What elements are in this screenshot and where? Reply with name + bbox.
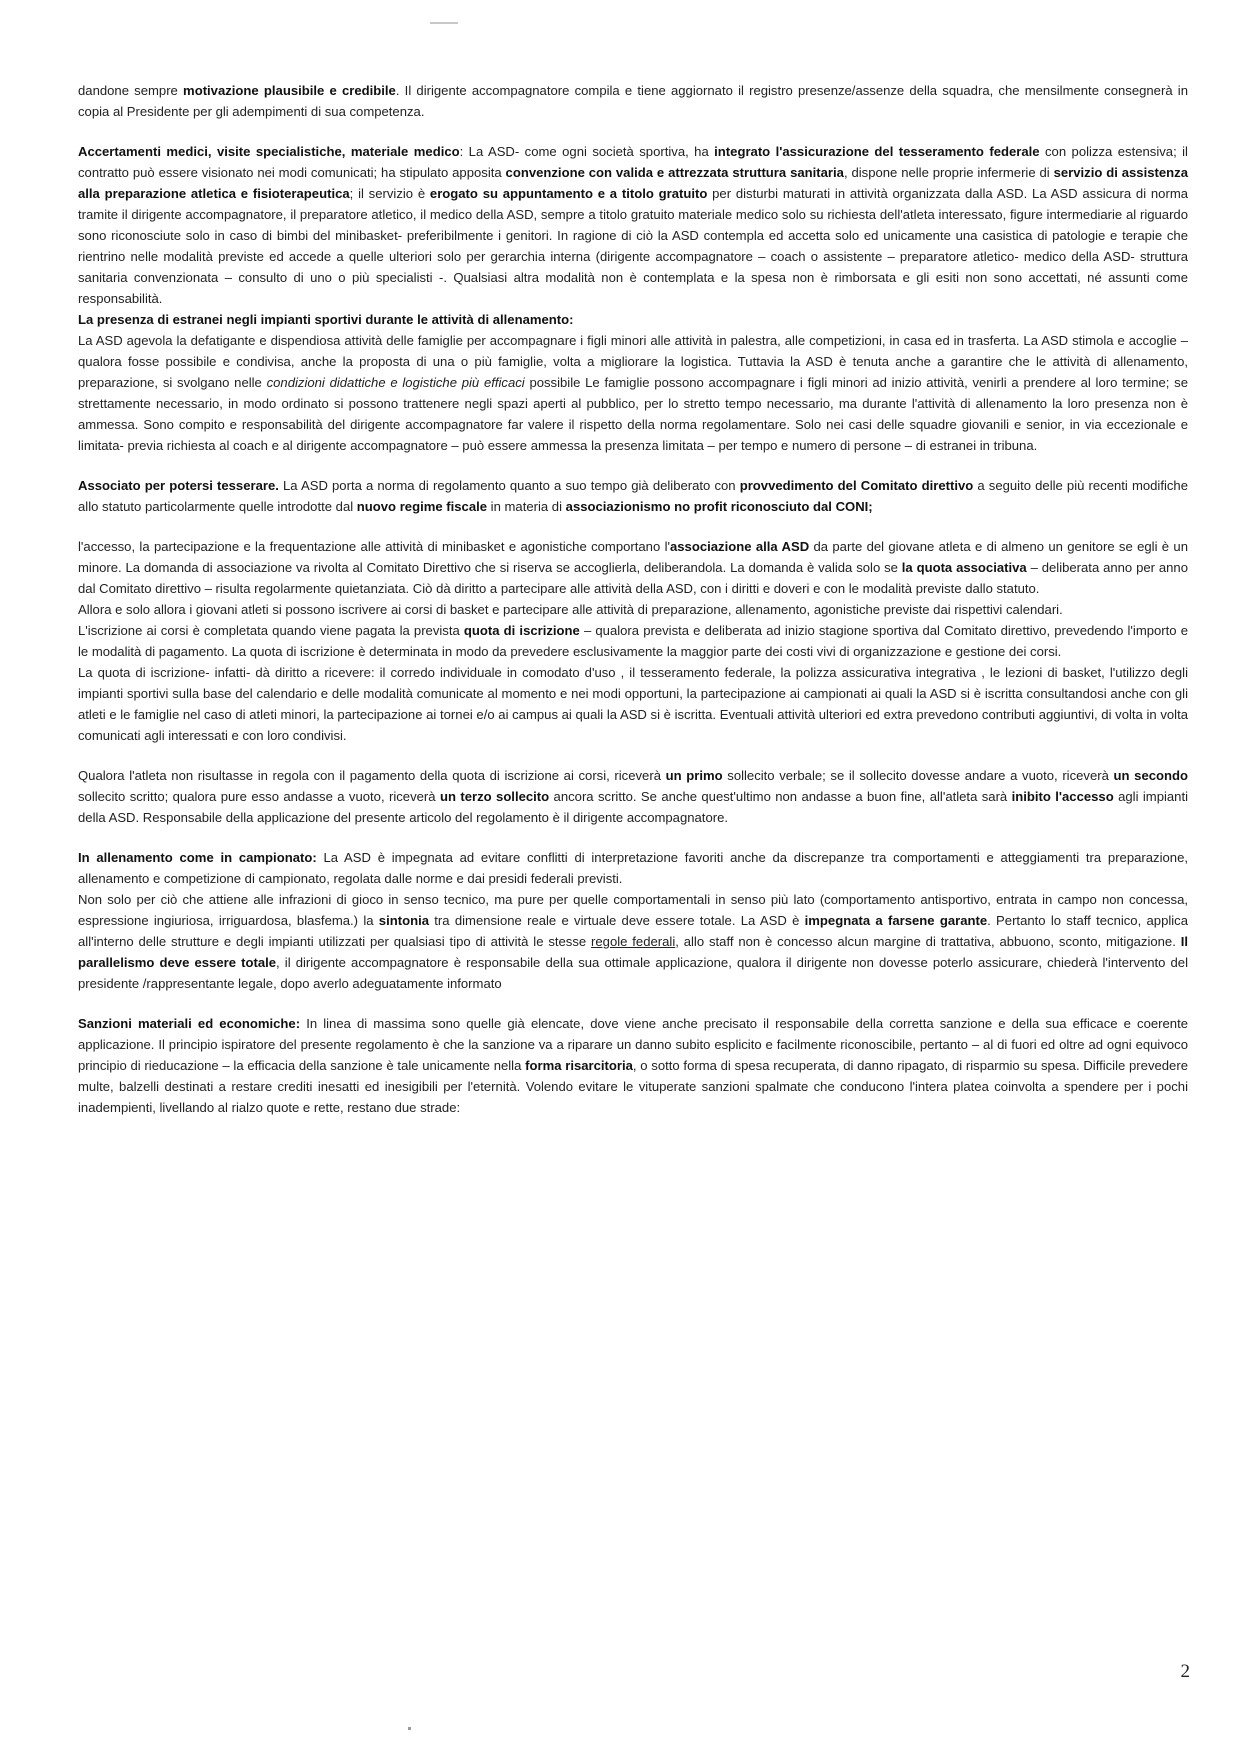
text: : La ASD- come ogni società sportiva, ha <box>459 144 715 159</box>
text: tra dimensione reale e virtuale deve essere totale. La ASD è <box>429 913 805 928</box>
text: . Pertanto lo staff tecnico, applica all'interno delle strutture e degli impianti utilizzati per qualsiasi tipo di attività le stesse <box>78 913 1189 949</box>
paragraph-enrollment-fee <box>78 620 1188 662</box>
paragraph-gap <box>78 517 1188 536</box>
scan-speck <box>408 1727 411 1730</box>
emphasis: impegnata a farsene garante <box>804 913 988 928</box>
text: sollecito scritto; qualora pure esso andasse a vuoto, riceverà <box>78 789 440 804</box>
text: agli impianti della ASD. Responsabile della applicazione del presente articolo del regolamento è il dirigente accompagnatore. <box>78 789 1189 825</box>
emphasis: motivazione plausibile e credibile <box>183 83 396 98</box>
section-heading-sanctions: Sanzioni materiali ed economiche: <box>78 1016 301 1031</box>
emphasis: la quota associativa <box>901 560 1027 575</box>
paragraph-fee-rights: La quota di iscrizione- infatti- dà diritto a ricevere: il corredo individuale in comodato d'uso , il tesseramento federale, la polizza assicurativa integrativa , le lezioni di basket, l'utilizzo degli impianti sportivi sulla base del calendario e delle modalità comunicate al momento e nei modi opportuni, la partecipazione ai campionati ai quali la ASD si è iscritta consultandosi anche con gli atleti e le famiglie nel caso di atleti minori, la partecipazione ai tornei e/o ai campus ai quali la ASD si è iscritta. Eventuali attività ulteriori ed extra prevedono contributi aggiuntivi, di volta in volta comunicati agli interessati e con loro condivisi. <box>78 665 1188 743</box>
text: , allo staff non è concesso alcun margine di trattativa, abbuono, sconto, mitigazione. <box>675 934 1181 949</box>
paragraph-courses: Allora e solo allora i giovani atleti si possono iscrivere ai corsi di basket e partecipare alle attività di preparazione, allenamento, agonistiche previste dai rispettivi calendari. <box>78 602 1063 617</box>
text: – deliberata anno per anno dal Comitato direttivo – risulta regolarmente quietanziata. Ciò dà diritto a partecipare alle attività della ASD, con i diritti e doveri e con le modalità previste dallo statuto. <box>78 560 1188 596</box>
text: da parte del giovane atleta e di almeno un genitore se egli è un minore. La domanda di associazione va rivolta al Comitato Direttivo che si riserva se accoglierla, deliberandola. La domanda è valida solo se <box>78 539 1188 575</box>
emphasis: erogato su appuntamento e a titolo gratuito <box>429 186 708 201</box>
emphasis: associazionismo no profit riconosciuto dal CONI; <box>565 499 873 514</box>
emphasis: un terzo sollecito <box>439 789 550 804</box>
section-heading-training: In allenamento come in campionato: <box>78 850 317 865</box>
paragraph-gap <box>78 746 1188 765</box>
text: con polizza estensiva; il contratto può essere visionato nei modi comunicati; ha stipulato apposita <box>78 144 1188 180</box>
emphasis: servizio di assistenza alla preparazione atletica e fisioterapeutica <box>78 165 1188 201</box>
text: ancora scritto. Se anche quest'ultimo non andasse a buon fine, all'atleta sarà <box>549 789 1012 804</box>
section-heading-membership: Associato per potersi tesserare. <box>78 478 279 493</box>
scan-speck <box>430 22 458 24</box>
paragraph-membership <box>78 475 1188 517</box>
underlined-phrase: regole federali <box>591 934 676 949</box>
emphasis: inibito l'accesso <box>1011 789 1114 804</box>
paragraph-payment-reminders <box>78 765 1188 828</box>
text: La ASD agevola la defatigante e dispendiosa attività delle famiglie per accompagnare i figli minori alle attività in palestra, alle competizioni, in casa ed in trasferta. La ASD stimola e accoglie – qualora fosse possibile e condivisa, anche la proposta di una o più famiglie, volta a migliorare la logistica. Tuttavia la ASD è tenuta anche a garantire che le attività di allenamento, preparazione, si svolgano nelle <box>78 333 1188 390</box>
emphasis: un secondo <box>1113 768 1189 783</box>
paragraph-medical <box>78 141 1188 309</box>
text: – qualora prevista e deliberata ad inizio stagione sportiva dal Comitato direttivo, prevedendo l'importo e le modalità di pagamento. La quota di iscrizione è determinata in modo da prevedere esclusivamente la maggior parte dei costi vivi di organizzazione e gestione dei corsi. <box>78 623 1188 659</box>
paragraph-gap <box>78 122 1188 141</box>
text: La ASD è impegnata ad evitare conflitti di interpretazione favoriti anche da discrepanze tra comportamenti e atteggiamenti tra preparazione, allenamento e competizione di campionato, regolata dalle norme e dai presidi federali previsti. <box>78 850 1188 886</box>
page-number: 2 <box>1180 1661 1190 1682</box>
italic-phrase: condizioni didattiche e logistiche più efficaci <box>266 375 525 390</box>
document-page <box>78 80 1188 1118</box>
section-heading-medical: Accertamenti medici, visite specialistiche, materiale medico <box>78 144 460 159</box>
text: La ASD porta a norma di regolamento quanto a suo tempo già deliberato con <box>278 478 740 493</box>
text: in materia di <box>487 499 566 514</box>
paragraph-federal-rules <box>78 889 1188 994</box>
emphasis: associazione alla ASD <box>669 539 810 554</box>
paragraph-gap <box>78 456 1188 475</box>
paragraph-sanctions <box>78 1013 1188 1118</box>
paragraph-training-championship <box>78 847 1188 889</box>
paragraph-attendance-register <box>78 80 1188 122</box>
text: l'accesso, la partecipazione e la frequentazione alle attività di minibasket e agonistiche comportano l' <box>78 539 670 554</box>
text: dandone sempre <box>78 83 184 98</box>
text: ; il servizio è <box>349 186 430 201</box>
text: Qualora l'atleta non risultasse in regola con il pagamento della quota di iscrizione ai corsi, riceverà <box>78 768 666 783</box>
emphasis: Il parallelismo deve essere totale <box>78 934 1188 970</box>
paragraph-gap <box>78 828 1188 847</box>
emphasis: nuovo regime fiscale <box>356 499 488 514</box>
text: L'iscrizione ai corsi è completata quando viene pagata la prevista <box>78 623 464 638</box>
emphasis: convenzione con valida e attrezzata struttura sanitaria <box>505 165 844 180</box>
text: , o sotto forma di spesa recuperata, di danno ripagato, di risparmio su spesa. Difficile prevedere multe, balzelli destinati a restare crediti inesatti ed inesigibili per l'eternità. Volendo evitare le vituperate sanzioni spalmate che conducono l'intera platea coinvolta a spendere per i pochi inadempienti, livellando al rialzo quote e rette, restano due strade: <box>78 1058 1188 1115</box>
text: Non solo per ciò che attiene alle infrazioni di gioco in senso tecnico, ma pure per quelle comportamentali in senso più lato (comportamento antisportivo, entrata in campo non concessa, espressione ingiuriosa, irriguardosa, blasfema.) la <box>78 892 1188 928</box>
section-heading-strangers: La presenza di estranei negli impianti sportivi durante le attività di allenamento: <box>78 312 574 327</box>
text: . Il dirigente accompagnatore compila e tiene aggiornato il registro presenze/assenze della squadra, che mensilmente consegnerà in copia al Presidente per gli adempimenti di sua competenza. <box>78 83 1188 119</box>
text: , il dirigente accompagnatore è responsabile della sua ottimale applicazione, qualora il dirigente non dovesse poterlo assicurare, chiederà l'intervento del presidente /rappresentante legale, dopo averlo adeguatamente informato <box>78 955 1188 991</box>
paragraph-gap <box>78 994 1188 1013</box>
paragraph-strangers <box>78 309 1188 456</box>
text: possibile Le famiglie possono accompagnare i figli minori ad inizio attività, venirli a prendere al loro termine; se strettamente necessario, in modo ordinato si possono trattenere negli spazi aperti al pubblico, per lo stretto tempo necessario, ma durante l'attività di allenamento la loro presenza non è ammessa. Sono compito e responsabilità del dirigente accompagnatore far valere il rispetto della norma regolamentare. Solo nei casi delle squadre giovanili e senior, in via eccezionale e limitata- previa richiesta al coach e al dirigente accompagnatore – può essere ammessa la presenza limitata – per tempo e numero di persone – di estranei in tribuna. <box>78 375 1188 453</box>
paragraph-association <box>78 536 1188 599</box>
emphasis: integrato l'assicurazione del tesseramento federale <box>714 144 1040 159</box>
text: sollecito verbale; se il sollecito dovesse andare a vuoto, riceverà <box>722 768 1114 783</box>
text: a seguito delle più recenti modifiche allo statuto particolarmente quelle introdotte dal <box>78 478 1188 514</box>
text: per disturbi maturati in attività organizzata dalla ASD. La ASD assicura di norma tramite il dirigente accompagnatore, il preparatore atletico, il medico della ASD, sempre a titolo gratuito materiale medico solo su richiesta dell'atleta interessato, figure intermediarie al riguardo sono riconosciute solo in caso di bimbi del minibasket- preferibilmente i genitori. In ragione di ciò la ASD contempla ed accetta solo ed unicamente una casistica di patologie e terapie che rientrino nelle modalità previste ed accede a quelle ulteriori solo per gerarchia interna (dirigente accompagnatore – coach o assistente – preparatore atletico- medico della ASD- struttura sanitaria convenzionata – consulto di uno o più specialisti -. Qualsiasi altra modalità non è contemplata e la spesa non è rimborsata e gli esiti non sono accettati, né assunti come responsabilità. <box>78 186 1189 306</box>
text: In linea di massima sono quelle già elencate, dove viene anche precisato il responsabile della corretta sanzione e della sua efficace e coerente applicazione. Il principio ispiratore del presente regolamento è che la sanzione va a riparare un danno subito esplicito e facilmente riconoscibile, pertanto – al di fuori ed oltre ad ogni equivoco principio di rieducazione – la efficacia della sanzione è tale unicamente nella <box>78 1016 1188 1073</box>
emphasis: quota di iscrizione <box>463 623 580 638</box>
emphasis: un primo <box>665 768 723 783</box>
text: , dispone nelle proprie infermerie di <box>843 165 1054 180</box>
emphasis: forma risarcitoria <box>525 1058 633 1073</box>
emphasis: sintonia <box>378 913 429 928</box>
emphasis: provvedimento del Comitato direttivo <box>739 478 974 493</box>
